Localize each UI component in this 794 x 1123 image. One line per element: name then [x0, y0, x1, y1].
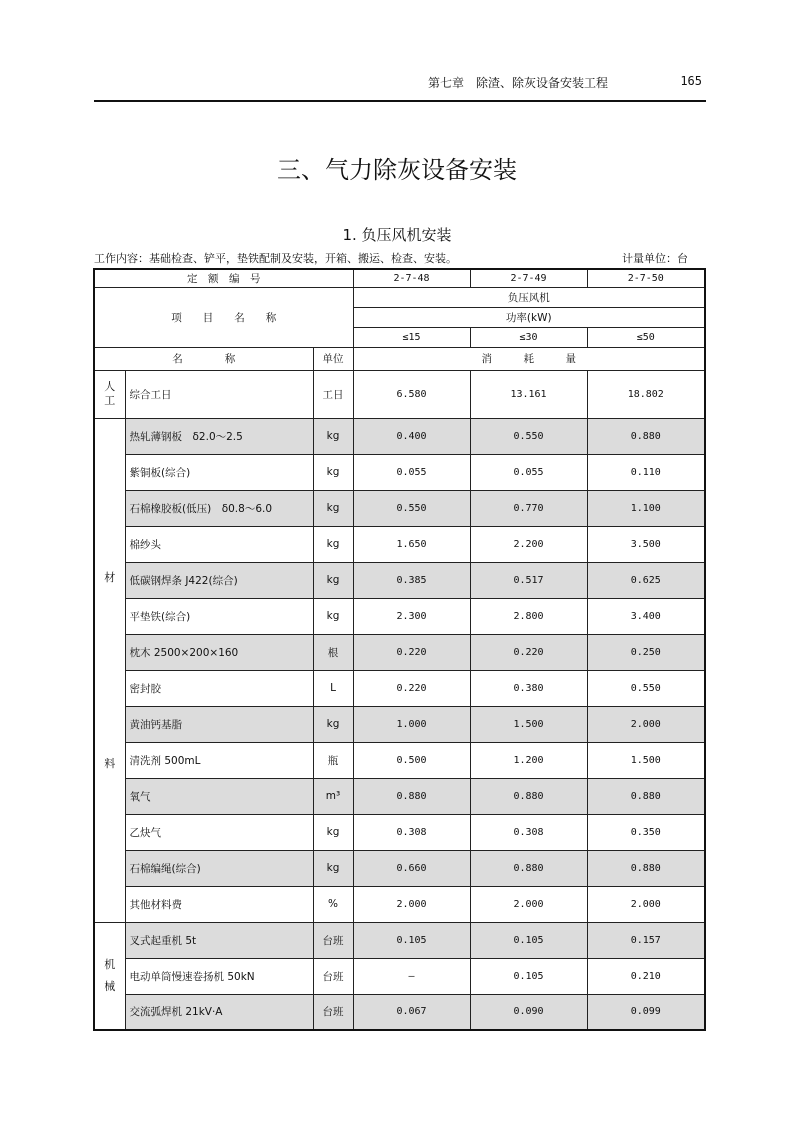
- row-name: 热轧薄钢板 δ2.0～2.5: [125, 418, 313, 454]
- row-name: 电动单筒慢速卷扬机 50kN: [125, 958, 313, 994]
- quota-table: [93, 268, 706, 1031]
- row-value: 0.090: [470, 994, 587, 1030]
- row-value: 0.880: [587, 778, 705, 814]
- category-machinery: [94, 922, 125, 1030]
- row-value: 2.000: [587, 706, 705, 742]
- row-unit: 工日: [313, 370, 353, 418]
- row-value: 0.220: [353, 634, 470, 670]
- row-value: 13.161: [470, 370, 587, 418]
- category-materials: [94, 418, 125, 922]
- row-value: 2.000: [587, 886, 705, 922]
- row-unit: 台班: [313, 958, 353, 994]
- row-name: 交流弧焊机 21kV·A: [125, 994, 313, 1030]
- row-value: 0.880: [587, 418, 705, 454]
- row-value: 0.220: [353, 670, 470, 706]
- row-value: 3.400: [587, 598, 705, 634]
- row-name: 氧气: [125, 778, 313, 814]
- row-unit: %: [313, 886, 353, 922]
- row-unit: kg: [313, 598, 353, 634]
- quota-no-label: 定 额 编 号: [94, 269, 353, 287]
- row-value: 0.385: [353, 562, 470, 598]
- row-unit: kg: [313, 418, 353, 454]
- row-unit: L: [313, 670, 353, 706]
- row-value: 3.500: [587, 526, 705, 562]
- running-header: [94, 74, 706, 92]
- row-name: 密封胶: [125, 670, 313, 706]
- row-name: 棉纱头: [125, 526, 313, 562]
- category-label-bottom: 料: [104, 757, 116, 770]
- row-name: 石棉编绳(综合): [125, 850, 313, 886]
- row-unit: 台班: [313, 994, 353, 1030]
- row-value: 0.660: [353, 850, 470, 886]
- row-value: 2.000: [353, 886, 470, 922]
- row-value: 1.650: [353, 526, 470, 562]
- power-value: ≤50: [587, 327, 705, 347]
- power-value: ≤15: [353, 327, 470, 347]
- row-name: 清洗剂 500mL: [125, 742, 313, 778]
- row-unit: kg: [313, 526, 353, 562]
- row-value: 0.105: [353, 922, 470, 958]
- row-name: 低碳钢焊条 J422(综合): [125, 562, 313, 598]
- row-name: 枕木 2500×200×160: [125, 634, 313, 670]
- row-value: 0.880: [353, 778, 470, 814]
- category-label: 人工: [104, 380, 116, 407]
- equipment-name: 负压风机: [353, 287, 705, 307]
- row-unit: kg: [313, 454, 353, 490]
- work-content: 工作内容：基础检查、铲平，垫铁配制及安装，开箱、搬运、检查、安装。: [94, 252, 457, 265]
- row-value: 6.580: [353, 370, 470, 418]
- page-number: 165: [680, 74, 702, 88]
- consumption-header: 消 耗 量: [353, 347, 705, 370]
- row-value: 1.500: [587, 742, 705, 778]
- row-unit: m³: [313, 778, 353, 814]
- row-value: 0.380: [470, 670, 587, 706]
- section-title: 三、气力除灰设备安装: [277, 156, 517, 184]
- row-value: 0.550: [470, 418, 587, 454]
- row-value: 0.550: [353, 490, 470, 526]
- row-value: —: [353, 958, 470, 994]
- row-name: 其他材料费: [125, 886, 313, 922]
- row-value: 0.770: [470, 490, 587, 526]
- power-value: ≤30: [470, 327, 587, 347]
- quota-code: 2-7-49: [470, 269, 587, 287]
- row-unit: 根: [313, 634, 353, 670]
- row-value: 0.210: [587, 958, 705, 994]
- row-value: 2.000: [470, 886, 587, 922]
- power-label: 功率(kW): [353, 307, 705, 327]
- row-name: 叉式起重机 5t: [125, 922, 313, 958]
- subsection-title: 1. 负压风机安装: [342, 226, 452, 244]
- row-value: 0.157: [587, 922, 705, 958]
- header-rule: [94, 100, 706, 102]
- row-unit: kg: [313, 706, 353, 742]
- row-name: 综合工日: [125, 370, 313, 418]
- row-value: 2.800: [470, 598, 587, 634]
- row-value: 0.880: [470, 850, 587, 886]
- row-value: 2.300: [353, 598, 470, 634]
- row-value: 0.055: [353, 454, 470, 490]
- row-name: 黄油钙基脂: [125, 706, 313, 742]
- row-name: 紫铜板(综合): [125, 454, 313, 490]
- row-unit: kg: [313, 490, 353, 526]
- row-value: 1.000: [353, 706, 470, 742]
- row-value: 0.105: [470, 958, 587, 994]
- row-value: 18.802: [587, 370, 705, 418]
- row-unit: kg: [313, 562, 353, 598]
- quota-code: 2-7-50: [587, 269, 705, 287]
- quota-code: 2-7-48: [353, 269, 470, 287]
- row-name: 平垫铁(综合): [125, 598, 313, 634]
- row-value: 0.308: [470, 814, 587, 850]
- row-value: 0.400: [353, 418, 470, 454]
- row-value: 0.517: [470, 562, 587, 598]
- row-unit: kg: [313, 850, 353, 886]
- row-value: 0.055: [470, 454, 587, 490]
- category-label: 机械: [104, 957, 116, 993]
- row-value: 0.350: [587, 814, 705, 850]
- row-value: 0.625: [587, 562, 705, 598]
- row-unit: 台班: [313, 922, 353, 958]
- row-value: 0.500: [353, 742, 470, 778]
- measurement-unit: 计量单位：台: [622, 252, 688, 265]
- row-name: 乙炔气: [125, 814, 313, 850]
- row-value: 0.250: [587, 634, 705, 670]
- item-name-label: 项 目 名 称: [94, 287, 353, 347]
- row-value: 0.220: [470, 634, 587, 670]
- row-value: 2.200: [470, 526, 587, 562]
- row-value: 1.200: [470, 742, 587, 778]
- row-value: 0.105: [470, 922, 587, 958]
- row-value: 0.880: [587, 850, 705, 886]
- name-column-header: 名 称: [94, 347, 313, 370]
- category-label-top: 材: [104, 571, 116, 584]
- unit-column-header: 单位: [313, 347, 353, 370]
- row-value: 0.110: [587, 454, 705, 490]
- row-value: 0.550: [587, 670, 705, 706]
- row-value: 0.308: [353, 814, 470, 850]
- row-value: 0.099: [587, 994, 705, 1030]
- row-value: 1.100: [587, 490, 705, 526]
- chapter-title: 第七章 除渣、除灰设备安装工程: [427, 76, 608, 90]
- row-unit: kg: [313, 814, 353, 850]
- row-value: 1.500: [470, 706, 587, 742]
- row-value: 0.067: [353, 994, 470, 1030]
- row-name: 石棉橡胶板(低压) δ0.8～6.0: [125, 490, 313, 526]
- row-unit: 瓶: [313, 742, 353, 778]
- category-labor: [94, 370, 125, 418]
- row-value: 0.880: [470, 778, 587, 814]
